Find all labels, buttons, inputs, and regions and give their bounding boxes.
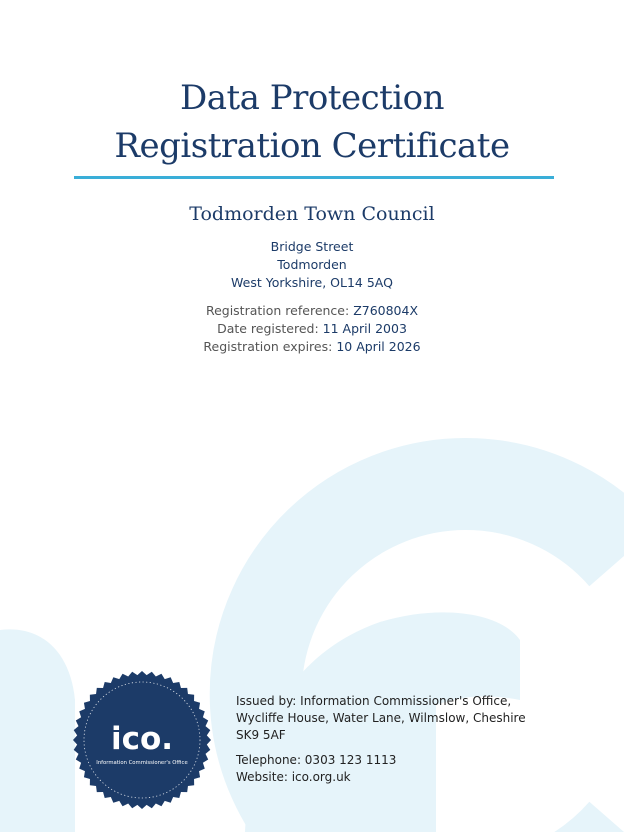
date-registered-label: Date registered: xyxy=(217,321,319,336)
seal-caption: Information Commissioner's Office xyxy=(96,760,188,766)
registration-expires-label: Registration expires: xyxy=(203,339,333,354)
address-line-county-postcode: West Yorkshire, OL14 5AQ xyxy=(231,275,393,290)
registration-expires-value: 10 April 2026 xyxy=(336,339,421,354)
registration-reference-value: Z760804X xyxy=(353,303,419,318)
issuer-website: Website: ico.org.uk xyxy=(236,770,351,784)
organisation-name: Todmorden Town Council xyxy=(189,203,435,225)
issuer-telephone: Telephone: 0303 123 1113 xyxy=(236,753,397,767)
ico-seal-logo xyxy=(72,670,212,810)
certificate-title-line-1: Data Protection xyxy=(179,78,445,118)
issuer-line-1: Issued by: Information Commissioner's Office, xyxy=(236,694,512,708)
registration-reference-row xyxy=(0,302,624,320)
date-registered-row xyxy=(0,320,624,338)
registration-reference-label: Registration reference: xyxy=(205,303,350,318)
title-divider xyxy=(74,176,554,179)
seal-logo-text: ico. xyxy=(110,721,174,757)
issuer-line-2: Wycliffe House, Water Lane, Wilmslow, Cheshire xyxy=(236,711,526,725)
issuer-line-3: SK9 5AF xyxy=(236,728,286,742)
certificate-title-line-2: Registration Certificate xyxy=(114,126,510,166)
registration-expires-row xyxy=(0,338,624,356)
address-line-street: Bridge Street xyxy=(270,239,354,254)
date-registered-value: 11 April 2003 xyxy=(322,321,407,336)
address-line-town: Todmorden xyxy=(277,257,347,272)
